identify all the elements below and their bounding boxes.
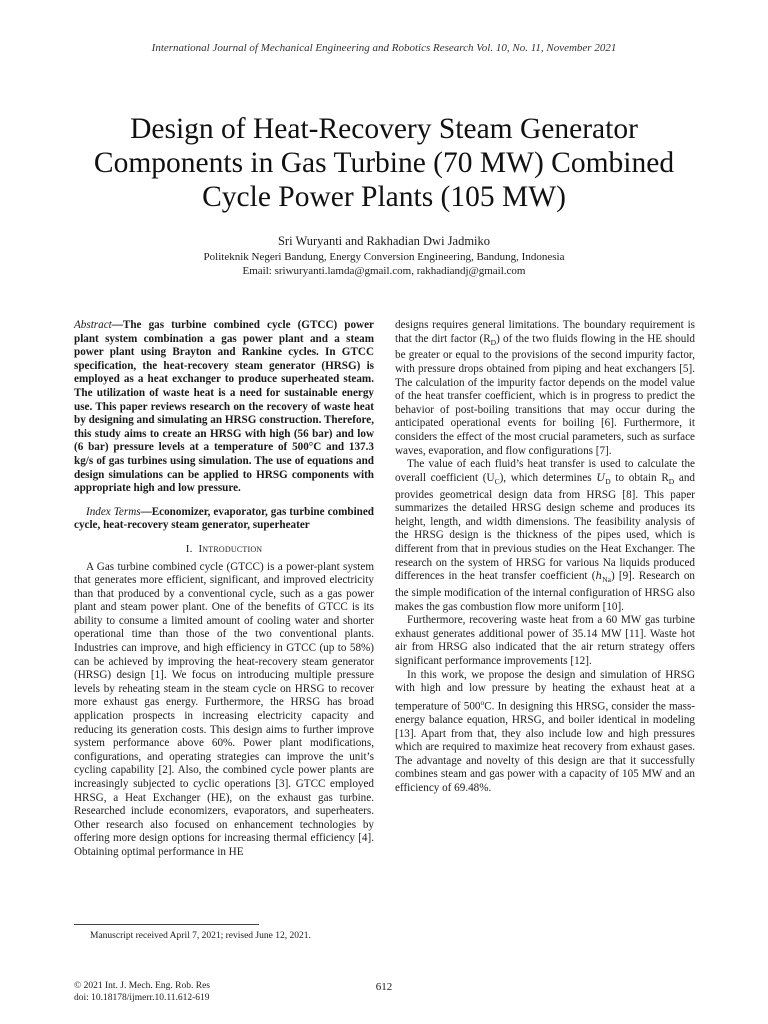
intro-paragraph-2: designs requires general limitations. The boundary requirement is that the dirt factor $(R_D)$ of the two fluids flowing in the HE should be greater or equal to the provisions of the second impurity factor, with pressure drops obtained from piping and heat exchangers [5]. The calculation of the impurity factor depends on the model value of the heat transfer coefficient, which is in progress to predict the behavior of post-boiling transitions that may occur during the anticipated operational events for boiling [6]. Furthermore, it considers the effect of the most crucial parameters, such as surface waves, evaporation, and flow configurations [7]. bbox=[395, 319, 695, 457]
abstract-lead: Abstract bbox=[74, 319, 112, 331]
section-heading bbox=[74, 543, 374, 557]
footnote-divider bbox=[74, 924, 259, 925]
affiliation-block bbox=[0, 250, 768, 278]
page-number: 612 bbox=[375, 981, 393, 993]
journal-header: International Journal of Mechanical Engineering and Robotics Research Vol. 10, No. 11, November 2021 bbox=[151, 42, 617, 54]
copyright: © 2021 Int. J. Mech. Eng. Rob. Res bbox=[74, 981, 210, 991]
index-terms-lead: Index Terms bbox=[86, 505, 141, 518]
index-terms bbox=[74, 506, 374, 533]
index-terms-text: —Economizer, evaporator, gas turbine combined cycle, heat-recovery steam generator, superheater bbox=[74, 505, 375, 532]
authors: Sri Wuryanti and Rakhadian Dwi Jadmiko bbox=[277, 234, 491, 248]
math-hna: h bbox=[595, 570, 603, 583]
math-ud: U bbox=[596, 471, 606, 484]
footnote: Manuscript received April 7, 2021; revised June 12, 2021. bbox=[90, 931, 311, 941]
left-column bbox=[74, 319, 374, 860]
doi: doi: 10.18178/ijmerr.10.11.612-619 bbox=[74, 993, 210, 1003]
intro-paragraph-5: In this work, we propose the design and simulation of HRSG with high and low pressure by heating the exhaust heat at a temperature of 500$^o$C. In designing this HRSG, consider the mass-energy balance equation, HRSG, and boiler identical in modeling [13]. Apart from that, they also include low and high pressures which are required to maximize heat recovery from exhaust gases. The advantage and novelty of this design are that it successfully combines steam and gas power with a capacity of 105 MW and an efficiency of 69.48%. bbox=[395, 668, 695, 794]
affiliation: Politeknik Negeri Bandung, Energy Conversion Engineering, Bandung, Indonesia bbox=[203, 251, 565, 263]
intro-paragraph-3: The value of each fluid’s heat transfer is used to calculate the overall coefficient $(U_C)$, which determines $U_D$ to obtain $R_D$ and provides geometrical design data from HRSG [8]. This paper summarizes the detailed HRSG design scheme and produces its height, length, and width dimensions. The feasibility analysis of the HRSG design is the thickness of the pipes used, which is different from that in previous studies on the Heat Exchanger. The research on the system of HRSG for various Na liquids produced differences in the heat transfer coefficient $(h_{Na})$ [9]. Research on the simple modification of the internal configuration of HRSG also makes the gas combustion flow more uniform [10]. bbox=[395, 458, 695, 613]
intro-paragraph-4: Furthermore, recovering waste heat from a 60 MW gas turbine exhaust generates additional power of 35.14 MW [11]. Waste hot air from HRSG also indicated that the air return strategy offers significant performance improvements [12]. bbox=[395, 614, 695, 667]
intro-paragraph-1: A Gas turbine combined cycle (GTCC) is a power-plant system that generates more efficient, significant, and improved electricity than that produced by a conventional cycle, such as a gas power plant and steam power plant. One of the benefits of GTCC is its ability to consume a limited amount of cooling water and shorter operational time than those of the two conventional plants. Industries can improve, and high efficiency in GTCC (up to 58%) can be achieved by improving the heat-recovery steam generator (HRSG) design [1]. We focus on introducing multiple pressure levels by reheating steam in the steam cycle on HRSG to recover more exhaust gas energy. Furthermore, the HRSG has broad application prospects in increasing electricity capacity and reducing its generation costs. This design aims to further improve system performance above 60%. Power plant modifications, configurations, and operating strategies can improve the unit’s cycling capability [2]. Also, the combined cycle power plants are increasingly subjected to cyclic operations [3]. GTCC employed HRSG, a Heat Exchanger (HE), on the exhaust gas turbine. Researched include economizers, evaporators, and superheaters. Other research also focused on enhancement technologies by offering more design options for increasing thermal efficiency [4]. Obtaining optimal performance in HE bbox=[74, 560, 374, 858]
email: Email: sriwuryanti.lamda@gmail.com, rakhadiandj@gmail.com bbox=[242, 265, 526, 277]
abstract bbox=[74, 319, 374, 496]
section-number: I. bbox=[185, 542, 193, 555]
paper-title: Design of Heat-Recovery Steam Generator Components in Gas Turbine (70 MW) Combined Cycle Power Plants (105 MW) bbox=[93, 113, 675, 213]
section-title: Introduction bbox=[198, 542, 263, 555]
abstract-text: —The gas turbine combined cycle (GTCC) power plant system combination a gas power plant and a steam power plant using Brayton and Rankine cycles. In GTCC specification, the heat-recovery steam generator (HRSG) is employed as a heat exchanger to produce superheated steam. The utilization of waste heat is a need for sustainable energy use. This paper reviews research on the recovery of waste heat by designing and simulating an HRSG construction. Therefore, this study aims to create an HRSG with high (56 bar) and low (6 bar) pressure levels at a temperature of 500°C and 137.3 kg/s of gas turbines using simulation. The use of equations and design simulations can be applied to HRSG components with appropriate high and low pressure. bbox=[74, 319, 374, 495]
right-column bbox=[395, 319, 695, 796]
